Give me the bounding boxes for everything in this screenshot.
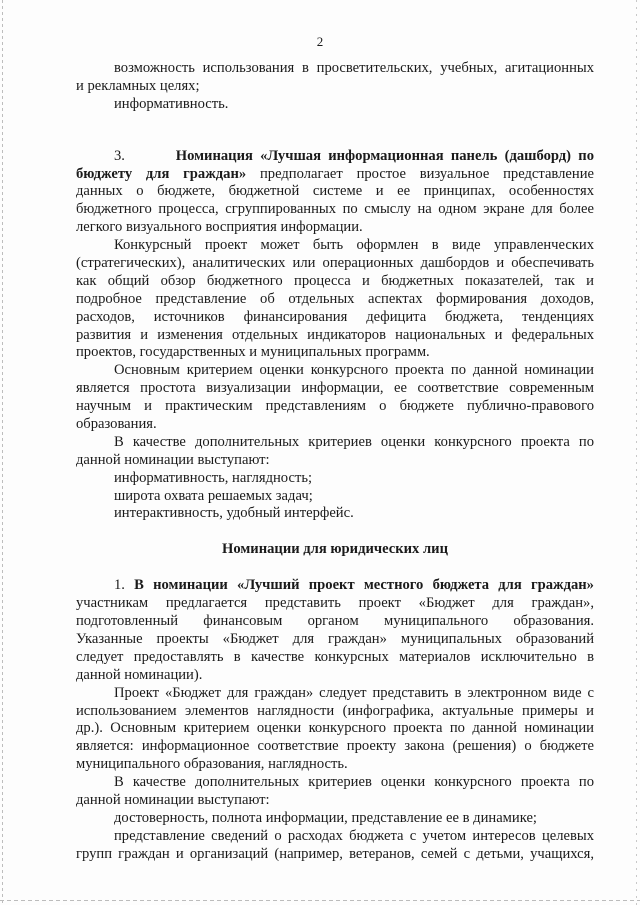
nomination-title: Номинация «Лучшая информационная панель (дашборд) по [175,147,594,164]
text-line: проектов, государственных и муниципальных программ. [76,344,430,361]
text-line: В качестве дополнительных критериев оценки конкурсного проекта по [114,433,594,450]
nomination-number: 1. [114,577,125,594]
text-line: подробное представление об отдельных аспектах формирования доходов, [76,290,594,307]
page-number: 2 [316,34,324,49]
text-line: следует предоставлять в качестве конкурсных материалов исключительно в [76,648,594,665]
criteria-item: информативность, наглядность; [114,469,313,486]
text-line: данной номинации выступают: [76,791,270,808]
nomination-3-title-line [76,148,594,166]
scan-edge-bottom [0,900,640,901]
text-line: Проект «Бюджет для граждан» следует представить в электронном виде с [114,684,594,701]
text-line: бюджетного процесса, сгруппированных по смыслу на одном экране для более [76,201,594,218]
text-line: участникам предлагается представить проект «Бюджет для граждан», [76,595,594,612]
text-line [76,166,594,184]
text-line: использованием элементов наглядности (инфографика, актуальные примеры и [76,702,594,719]
document-body [76,60,594,864]
criteria-item: интерактивность, удобный интерфейс. [114,505,354,522]
text-line: Конкурсный проект может быть оформлен в виде управленческих [114,237,594,254]
scan-edge-left [2,0,3,905]
text-line: развития и изменения отдельных индикаторов национальных и федеральных [76,326,594,343]
text-line: др.). Основным критерием оценки конкурсного проекта по данной номинации [76,720,594,737]
section-heading: Номинации для юридических лиц [221,541,448,558]
text-line: Указанные проекты «Бюджет для граждан» муниципальных образований [76,630,594,647]
nomination-1-title-line [76,577,594,595]
text-line: подготовленный финансовым органом муниципального образования. [76,613,594,630]
text-line: легкого визуального восприятия информации. [76,219,363,236]
text-line: (стратегических), аналитических или операционных дашбордов и обеспечивать [76,255,594,272]
text-line: как общий обзор бюджетного процесса и бюджетных показателей, так и [76,272,594,289]
text-line: данной номинации выступают: [76,451,270,468]
nomination-title-end: бюджету для граждан» [76,165,247,182]
scan-edge-right [636,0,637,905]
text-line: является простота визуализации информации, ее соответствие современным [76,380,594,397]
text-line: образования. [76,416,157,433]
text-line: информативность. [114,95,229,112]
text-line: групп граждан и организаций (например, ветеранов, семей с детьми, учащихся, [76,845,594,862]
nomination-title: В номинации «Лучший проект местного бюджета для граждан» [134,577,594,594]
text-line: является: информационное соответствие проекту закона (решения) о бюджете [76,738,594,755]
text-line: научным и практическим представлениям о бюджете публично-правового [76,398,594,415]
text-fragment: предполагает простое визуальное представление [246,165,594,182]
nomination-number: 3. [114,147,125,164]
text-line: данных о бюджете, бюджетной системе и ее принципах, особенностях [76,183,594,200]
text-line: и рекламных целях; [76,77,200,94]
text-line: данной номинации). [76,666,203,683]
text-line: муниципального образования, наглядность. [76,756,348,773]
criteria-item: представление сведений о расходах бюджета с учетом интересов целевых [114,827,594,844]
text-line: Основным критерием оценки конкурсного проекта по данной номинации [114,362,594,379]
criteria-item: достоверность, полнота информации, представление ее в динамике; [114,809,537,826]
text-line: возможность использования в просветительских, учебных, агитационных [114,60,594,76]
text-line: В качестве дополнительных критериев оценки конкурсного проекта по [114,774,594,791]
text-line: расходов, источников финансирования дефицита бюджета, тенденциях [76,308,594,325]
criteria-item: широта охвата решаемых задач; [114,487,313,504]
